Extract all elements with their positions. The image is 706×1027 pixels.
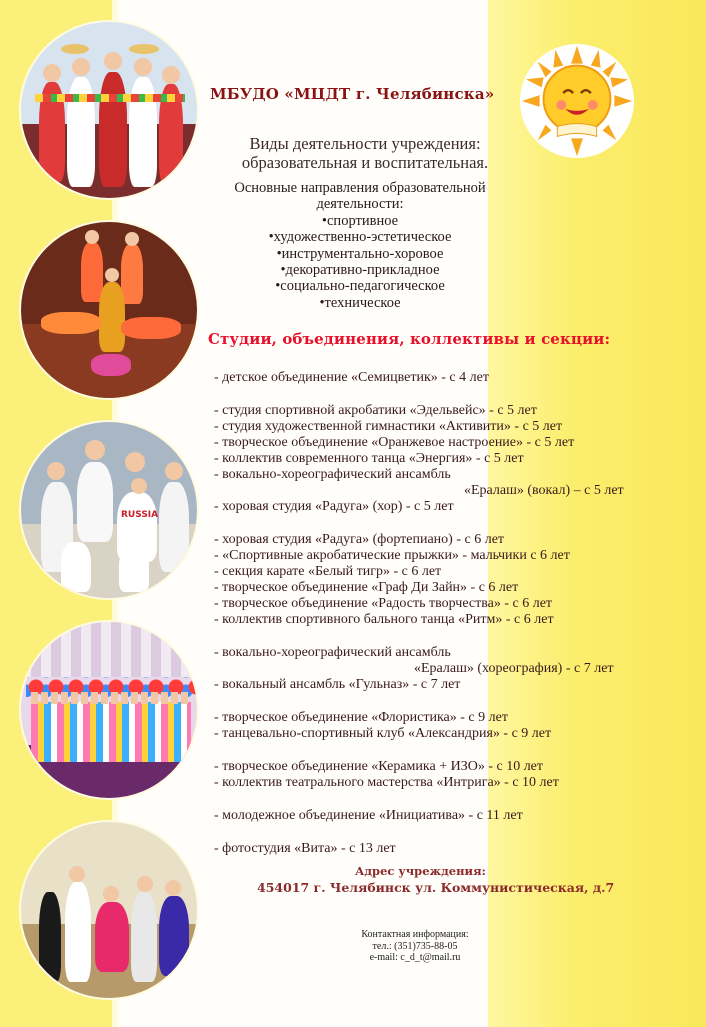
activity-kinds-line-1: Виды деятельности учреждения: bbox=[249, 134, 481, 153]
studio-line: - танцевально-спортивный клуб «Александрия» - с 9 лет bbox=[214, 726, 552, 741]
studio-line: - коллектив современного танца «Энергия» - с 5 лет bbox=[214, 451, 524, 466]
contact-title: Контактная информация: bbox=[361, 929, 469, 940]
photo-karate bbox=[21, 422, 197, 598]
directions-heading-1: Основные направления образовательной bbox=[234, 180, 486, 196]
studios-title: Студии, объединения, коллективы и секции: bbox=[208, 330, 611, 348]
shirt-label: RUSSIA bbox=[121, 510, 159, 520]
studio-line: - творческое объединение «Оранжевое настроение» - с 5 лет bbox=[214, 435, 575, 450]
contact-email: e-mail: c_d_t@mail.ru bbox=[369, 952, 461, 963]
studio-line: - хоровая студия «Радуга» (фортепиано) - с 6 лет bbox=[214, 532, 505, 547]
direction-item: •спортивное bbox=[321, 212, 399, 229]
studio-line: - коллектив театрального мастерства «Интрига» - с 10 лет bbox=[214, 775, 559, 790]
studio-line: - творческое объединение «Флористика» - с 9 лет bbox=[214, 710, 508, 725]
photo-gymnastics bbox=[21, 222, 197, 398]
studio-line: - творческое объединение «Граф Ди Зайн» - с 6 лет bbox=[214, 580, 519, 595]
studio-line: - «Спортивные акробатические прыжки» - мальчики с 6 лет bbox=[214, 548, 570, 563]
studio-line: - хоровая студия «Радуга» (хор) - с 5 лет bbox=[214, 499, 454, 514]
studio-line: - вокально-хореографический ансамбль bbox=[214, 645, 451, 660]
activity-kinds bbox=[200, 134, 530, 172]
studio-line: «Ералаш» (вокал) – с 5 лет bbox=[464, 483, 624, 498]
studio-line: - творческое объединение «Радость творчества» - с 6 лет bbox=[214, 596, 553, 611]
address-title: Адрес учреждения: bbox=[355, 864, 486, 878]
studio-line: - студия спортивной акробатики «Эдельвейс» - с 5 лет bbox=[214, 403, 537, 418]
studio-line: - вокально-хореографический ансамбль bbox=[214, 467, 451, 482]
contact-block bbox=[330, 929, 500, 964]
direction-item: •техническое bbox=[319, 294, 401, 311]
photo-ballroom-dance bbox=[21, 822, 197, 998]
studio-line: «Ералаш» (хореография) - с 7 лет bbox=[414, 661, 614, 676]
studio-line: - детское объединение «Семицветик» - с 4 лет bbox=[214, 370, 489, 385]
sun-logo-icon bbox=[518, 42, 636, 160]
photo-stage-children bbox=[21, 622, 197, 798]
directions-block bbox=[190, 180, 530, 311]
studio-line: - творческое объединение «Керамика + ИЗО» - с 10 лет bbox=[214, 759, 544, 774]
contact-phone: тел.: (351)735-88-05 bbox=[372, 940, 458, 952]
directions-heading-2: деятельности: bbox=[316, 196, 404, 213]
photo-folk-ensemble bbox=[21, 22, 197, 198]
address-line: 454017 г. Челябинск ул. Коммунистическая, д.7 bbox=[257, 880, 615, 895]
studio-line: - вокальный ансамбль «Гульназ» - с 7 лет bbox=[214, 677, 461, 692]
direction-item: •декоративно-прикладное bbox=[280, 262, 440, 279]
studio-line: - молодежное объединение «Инициатива» - с 11 лет bbox=[214, 808, 523, 823]
page-title: МБУДО «МЦДТ г. Челябинска» bbox=[210, 85, 495, 103]
direction-item: •художественно-эстетическое bbox=[268, 229, 452, 246]
direction-item: •инструментально-хоровое bbox=[276, 245, 444, 262]
activity-kinds-line-2: образовательная и воспитательная. bbox=[241, 153, 489, 172]
studio-line: - секция карате «Белый тигр» - с 6 лет bbox=[214, 564, 442, 579]
direction-item: •социально-педагогическое bbox=[275, 278, 445, 295]
studio-line: - фотостудия «Вита» - с 13 лет bbox=[214, 841, 396, 856]
studio-line: - коллектив спортивного бального танца «Ритм» - с 6 лет bbox=[214, 612, 554, 627]
studio-line: - студия художественной гимнастики «Активити» - с 5 лет bbox=[214, 419, 563, 434]
